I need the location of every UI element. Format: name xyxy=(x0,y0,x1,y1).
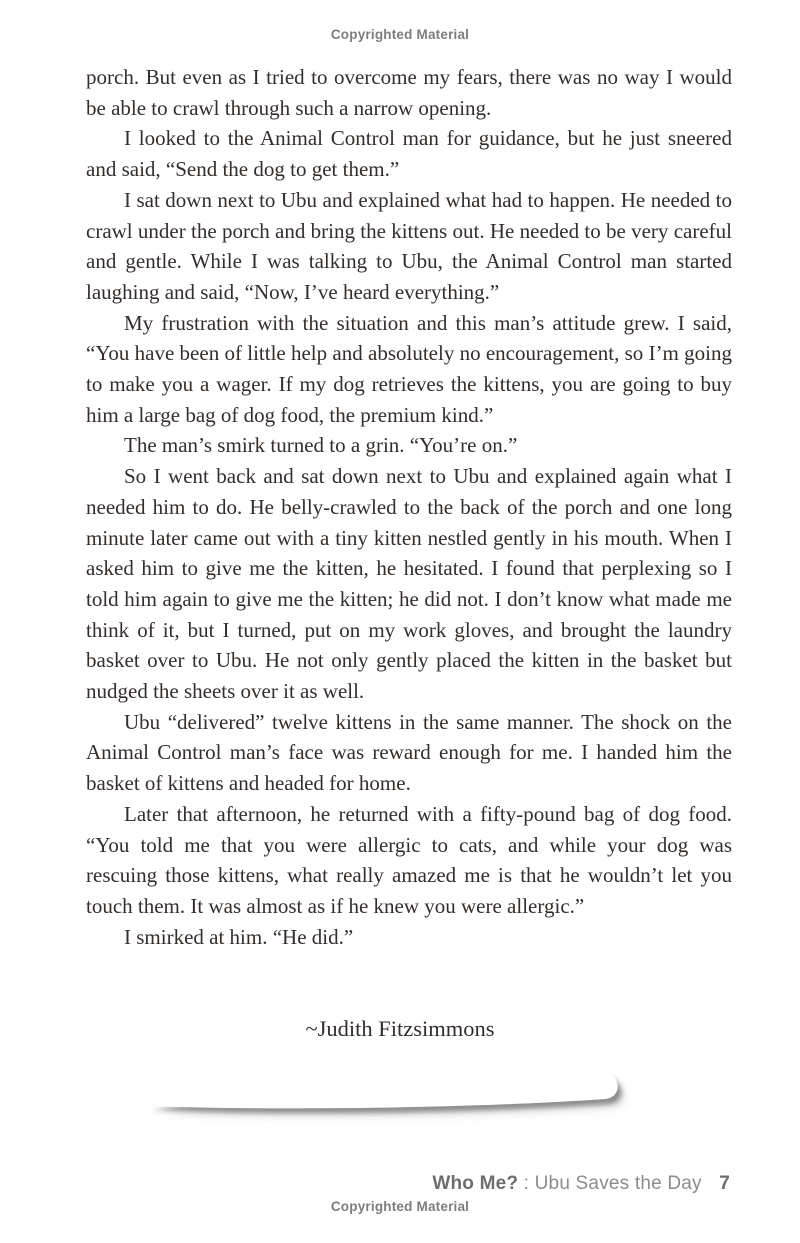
author-attribution: ~Judith Fitzsimmons xyxy=(305,1016,495,1041)
story-paragraph: I smirked at him. “He did.” xyxy=(124,924,354,949)
story-paragraph: The man’s smirk turned to a grin. “You’re on.” xyxy=(124,433,518,458)
swoosh-divider-graphic xyxy=(145,1060,645,1124)
running-footer xyxy=(432,1173,730,1195)
story-paragraph: I sat down next to Ubu and explained what had to happen. He needed to crawl under the porch and bring the kittens out. He needed to be very careful and gentle. While I was talking to Ubu, the Animal Control man started laughing and said, “Now, I’ve heard everything.” xyxy=(86,187,732,304)
story-paragraph: My frustration with the situation and this man’s attitude grew. I said, “You have been of little help and absolutely no encouragement, so I’m going to make you a wager. If my dog retrieves the kittens, you are going to buy him a large bag of dog food, the premium kind.” xyxy=(86,310,732,427)
story-paragraph: So I went back and sat down next to Ubu and explained again what I needed him to do. He belly-crawled to the back of the porch and one long minute later came out with a tiny kitten nestled gently in his mouth. When I asked him to give me the kitten, he hesitated. I found that perplexing so I told him again to give me the kitten; he did not. I don’t know what made me think of it, but I turned, put on my work gloves, and brought the laundry basket over to Ubu. He not only gently placed the kitten in the basket but nudged the sheets over it as well. xyxy=(86,464,732,704)
story-paragraph: porch. But even as I tried to overcome my fears, there was no way I would be able to crawl through such a narrow opening. xyxy=(86,65,732,120)
story-paragraph: Ubu “delivered” twelve kittens in the same manner. The shock on the Animal Control man’s face was reward enough for me. I handed him the basket of kittens and headed for home. xyxy=(86,709,732,796)
story-text xyxy=(86,62,732,952)
story-paragraph: I looked to the Animal Control man for guidance, but he just sneered and said, “Send the dog to get them.” xyxy=(86,126,732,182)
bottom-copyright-notice: Copyrighted Material xyxy=(330,1199,470,1214)
footer-chapter-title: Ubu Saves the Day xyxy=(534,1173,702,1194)
footer-separator: : xyxy=(523,1173,530,1194)
footer-page-number: 7 xyxy=(719,1173,730,1194)
story-paragraph: Later that afternoon, he returned with a fifty-pound bag of dog food. “You told me that you were allergic to cats, and while your dog was rescuing those kittens, what really amazed me is that he wouldn’t let you touch them. It was almost as if he knew you were allergic.” xyxy=(86,801,732,918)
top-copyright-notice: Copyrighted Material xyxy=(330,27,470,42)
footer-book-title: Who Me? xyxy=(432,1173,519,1194)
